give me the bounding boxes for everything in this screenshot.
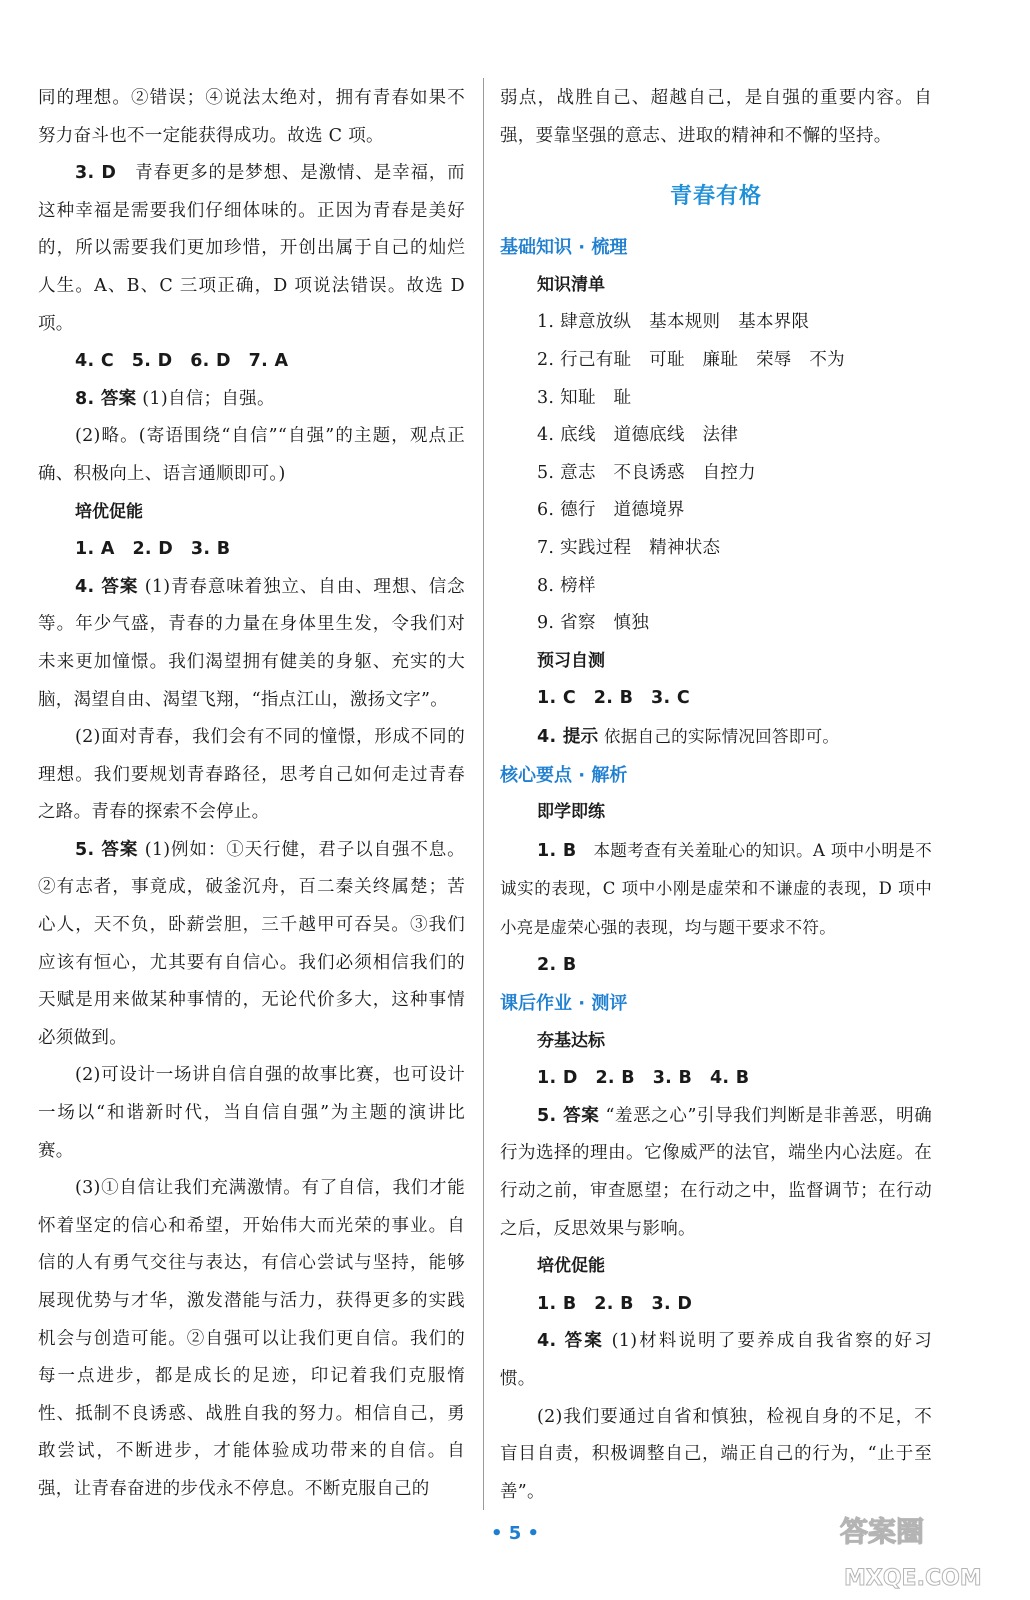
section-heading: 培优促能 bbox=[75, 501, 143, 522]
list-item: 9. 省察 慎独 bbox=[537, 613, 650, 634]
list-item: 4. 底线 道德底线 法律 bbox=[537, 425, 739, 446]
left-column bbox=[38, 80, 465, 1509]
preview-title: 预习自测 bbox=[537, 650, 605, 671]
practice-2: 2. B bbox=[537, 955, 577, 976]
section-basic-knowledge: 基础知识 · 梳理 bbox=[500, 237, 628, 259]
watermark-logo bbox=[836, 1497, 1006, 1593]
preview-answers: 1. C 2. B 3. C bbox=[537, 688, 690, 709]
answers-4-7: 4. C 5. D 6. D 7. A bbox=[75, 351, 289, 372]
right-column bbox=[500, 80, 932, 1511]
list-item: 2. 行己有耻 可耻 廉耻 荣辱 不为 bbox=[537, 349, 845, 370]
list-item: 5. 意志 不良诱惑 自控力 bbox=[537, 462, 756, 483]
preview-tip: 4. 提示 依据自己的实际情况回答即可。 bbox=[537, 726, 840, 747]
list-item: 7. 实践过程 精神状态 bbox=[537, 537, 721, 558]
list-item: 1. 肆意放纵 基本规则 基本界限 bbox=[537, 312, 810, 333]
answer-8-2: (2)略。(寄语围绕“自信”“自强”的主题，观点正确、积极向上、语言通顺即可。) bbox=[38, 426, 465, 484]
advance-answer-4: 4. 答案 (1)材料说明了要养成自我省察的好习惯。 bbox=[500, 1331, 932, 1389]
page-number: • 5 • bbox=[490, 1523, 540, 1544]
watermark-url: MXQE.COM bbox=[844, 1566, 982, 1591]
list-item: 8. 榜样 bbox=[537, 575, 596, 596]
answers-1-3: 1. A 2. D 3. B bbox=[75, 539, 231, 560]
answer-4-2: (2)面对青春，我们会有不同的憧憬，形成不同的理想。我们要规划青春路径，思考自己如何走过青春之路。青春的探索不会停止。 bbox=[38, 727, 465, 823]
list-item: 6. 德行 道德境界 bbox=[537, 500, 685, 521]
answer-paragraph: 同的理想。②错误；④说法太绝对，拥有青春如果不努力奋斗也不一定能获得成功。故选 C 项。 bbox=[38, 88, 465, 146]
answer-8: 8. 答案 (1)自信；自强。 bbox=[75, 388, 275, 409]
section-core-points: 核心要点 · 解析 bbox=[500, 764, 628, 786]
answer-5: 5. 答案 (1)例如：①天行健，君子以自强不息。②有志者，事竟成，破釜沉舟，百二秦关终属楚；苦心人，天不负，卧薪尝胆，三千越甲可吞吴。③我们应该有恒心，尤其要有自信心。我们必须相信我们的天赋是用来做某种事情的，无论代价多大，这种事情必须做到。 bbox=[38, 839, 465, 1048]
column-divider bbox=[483, 78, 484, 1510]
list-item: 3. 知耻 耻 bbox=[537, 387, 632, 408]
section-homework: 课后作业 · 测评 bbox=[500, 993, 628, 1015]
advance-answers: 1. B 2. B 3. D bbox=[537, 1293, 693, 1314]
advance-answer-4-2: (2)我们要通过自省和慎独，检视自身的不足，不盲目自责，积极调整自己，端正自己的行为，“止于至善”。 bbox=[500, 1406, 932, 1502]
base-answer-5: 5. 答案 “羞恶之心”引导我们判断是非善恶，明确行为选择的理由。它像威严的法官，端坐内心法庭。在行动之前，审查愿望；在行动之中，监督调节；在行动之后，反思效果与影响。 bbox=[500, 1105, 932, 1239]
list-title: 知识清单 bbox=[537, 274, 605, 295]
page-title: 青春有格 bbox=[669, 184, 762, 210]
answer-5-3: (3)①自信让我们充满激情。有了自信，我们才能怀着坚定的信心和希望，开始伟大而光荣的事业。自信的人有勇气交往与表达，有信心尝试与坚持，能够展现优势与才华，激发潜能与活力，获得更多的实践机会与创造可能。②自强可以让我们更自信。我们的每一点进步，都是成长的足迹，印记着我们克服惰性、抵制不良诱惑、战胜自我的努力。相信自己，勇敢尝试，不断进步，才能体验成功带来的自信。自强，让青春奋进的步伐永不停息。不断克服自己的 bbox=[38, 1178, 465, 1499]
answer-3: 3. D 青春更多的是梦想、是激情、是幸福，而这种幸福是需要我们仔细体味的。正因为青春是美好的，所以需要我们更加珍惜，开创出属于自己的灿烂人生。A、B、C 三项正确，D 项说法错误。故选 D 项。 bbox=[38, 163, 465, 334]
base-title: 夯基达标 bbox=[537, 1030, 605, 1051]
answer-4: 4. 答案 (1)青春意味着独立、自由、理想、信念等。年少气盛，青春的力量在身体里生发，令我们对未来更加憧憬。我们渴望拥有健美的身躯、充实的大脑，渴望自由、渴望飞翔，“指点江山，激扬文字”。 bbox=[38, 576, 465, 710]
intro-paragraph: 弱点，战胜自己、超越自己，是自强的重要内容。自强，要靠坚强的意志、进取的精神和不懈的坚持。 bbox=[500, 88, 932, 146]
watermark-logo-text: 答案圈 bbox=[840, 1515, 925, 1548]
base-answers: 1. D 2. B 3. B 4. B bbox=[537, 1068, 750, 1089]
advance-title: 培优促能 bbox=[537, 1256, 605, 1277]
answer-5-2: (2)可设计一场讲自信自强的故事比赛，也可设计一场以“和谐新时代，当自信自强”为主题的演讲比赛。 bbox=[38, 1065, 465, 1161]
practice-title: 即学即练 bbox=[537, 802, 605, 823]
practice-1: 1. B 本题考查有关羞耻心的知识。A 项中小明是不诚实的表现，C 项中小刚是虚荣和不谦虚的表现，D 项中小亮是虚荣心强的表现，均与题干要求不符。 bbox=[500, 840, 932, 937]
